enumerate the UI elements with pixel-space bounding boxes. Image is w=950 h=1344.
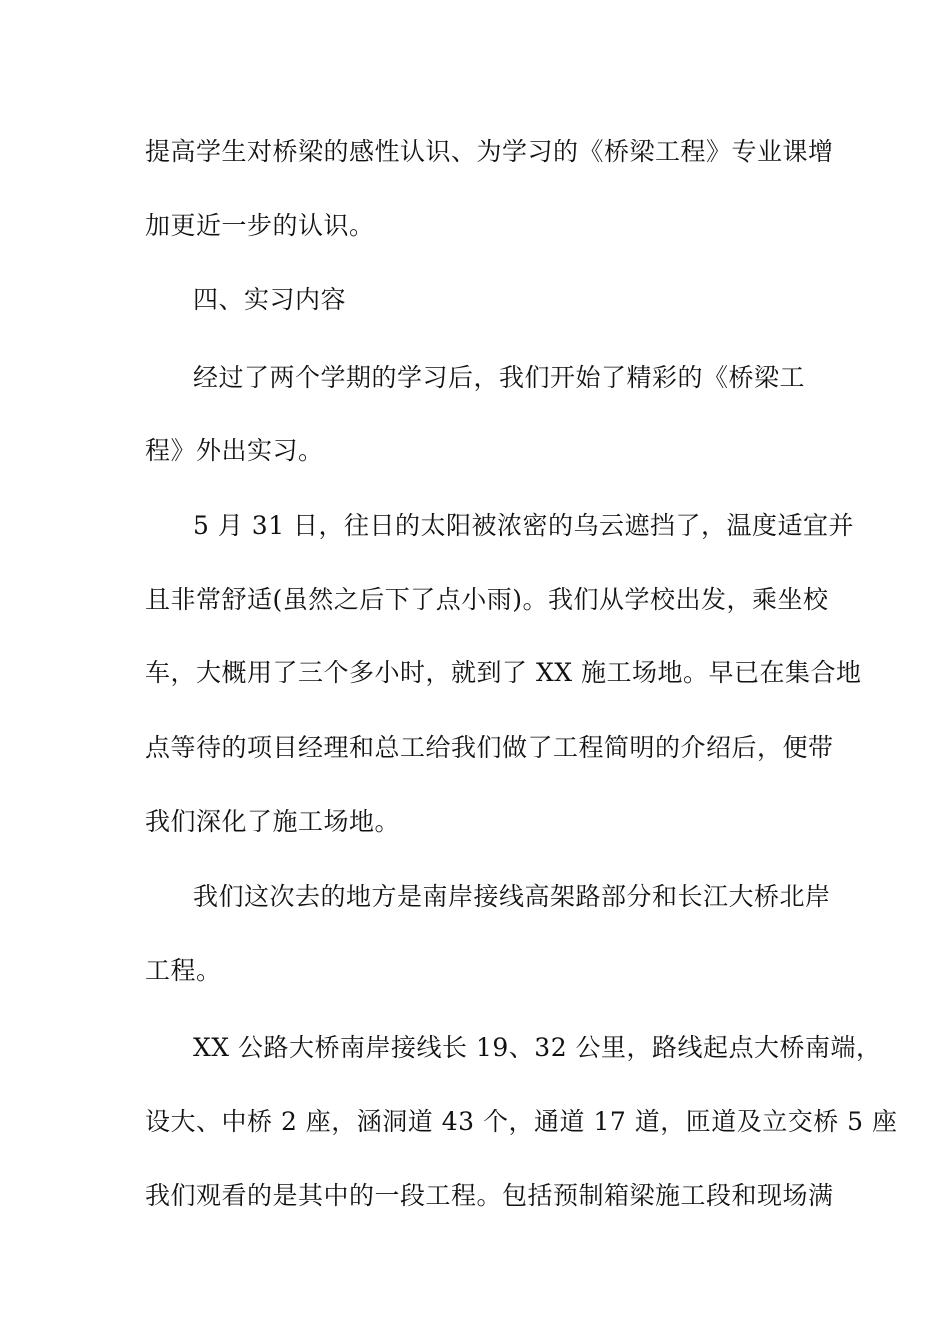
paragraph-line: 我们观看的是其中的一段工程。包括预制箱梁施工段和现场满 <box>145 1181 834 1210</box>
paragraph-line: 5 月 31 日，往日的太阳被浓密的乌云遮挡了，温度适宜并 <box>193 511 855 540</box>
paragraph-line: 我们深化了施工场地。 <box>145 807 401 836</box>
paragraph-line: 车，大概用了三个多小时，就到了 XX 施工场地。早已在集合地 <box>145 658 862 687</box>
paragraph-line: 工程。 <box>145 956 222 985</box>
paragraph-line: 经过了两个学期的学习后，我们开始了精彩的《桥梁工 <box>193 363 806 392</box>
paragraph-line: 且非常舒适(虽然之后下了点小雨)。我们从学校出发，乘坐校 <box>145 585 829 614</box>
paragraph-line: 提高学生对桥梁的感性认识、为学习的《桥梁工程》专业课增 <box>145 137 834 166</box>
paragraph-line: 点等待的项目经理和总工给我们做了工程简明的介绍后，便带 <box>145 733 834 762</box>
paragraph-line: 加更近一步的认识。 <box>145 211 375 240</box>
paragraph-line: 设大、中桥 2 座，涵洞道 43 个，通道 17 道，匝道及立交桥 5 座 <box>145 1107 898 1136</box>
section-heading: 四、实习内容 <box>193 285 347 314</box>
paragraph-line: 我们这次去的地方是南岸接线高架路部分和长江大桥北岸 <box>193 882 831 911</box>
paragraph-line: 程》外出实习。 <box>145 436 324 465</box>
paragraph-line: XX 公路大桥南岸接线长 19、32 公里，路线起点大桥南端， <box>193 1033 882 1062</box>
